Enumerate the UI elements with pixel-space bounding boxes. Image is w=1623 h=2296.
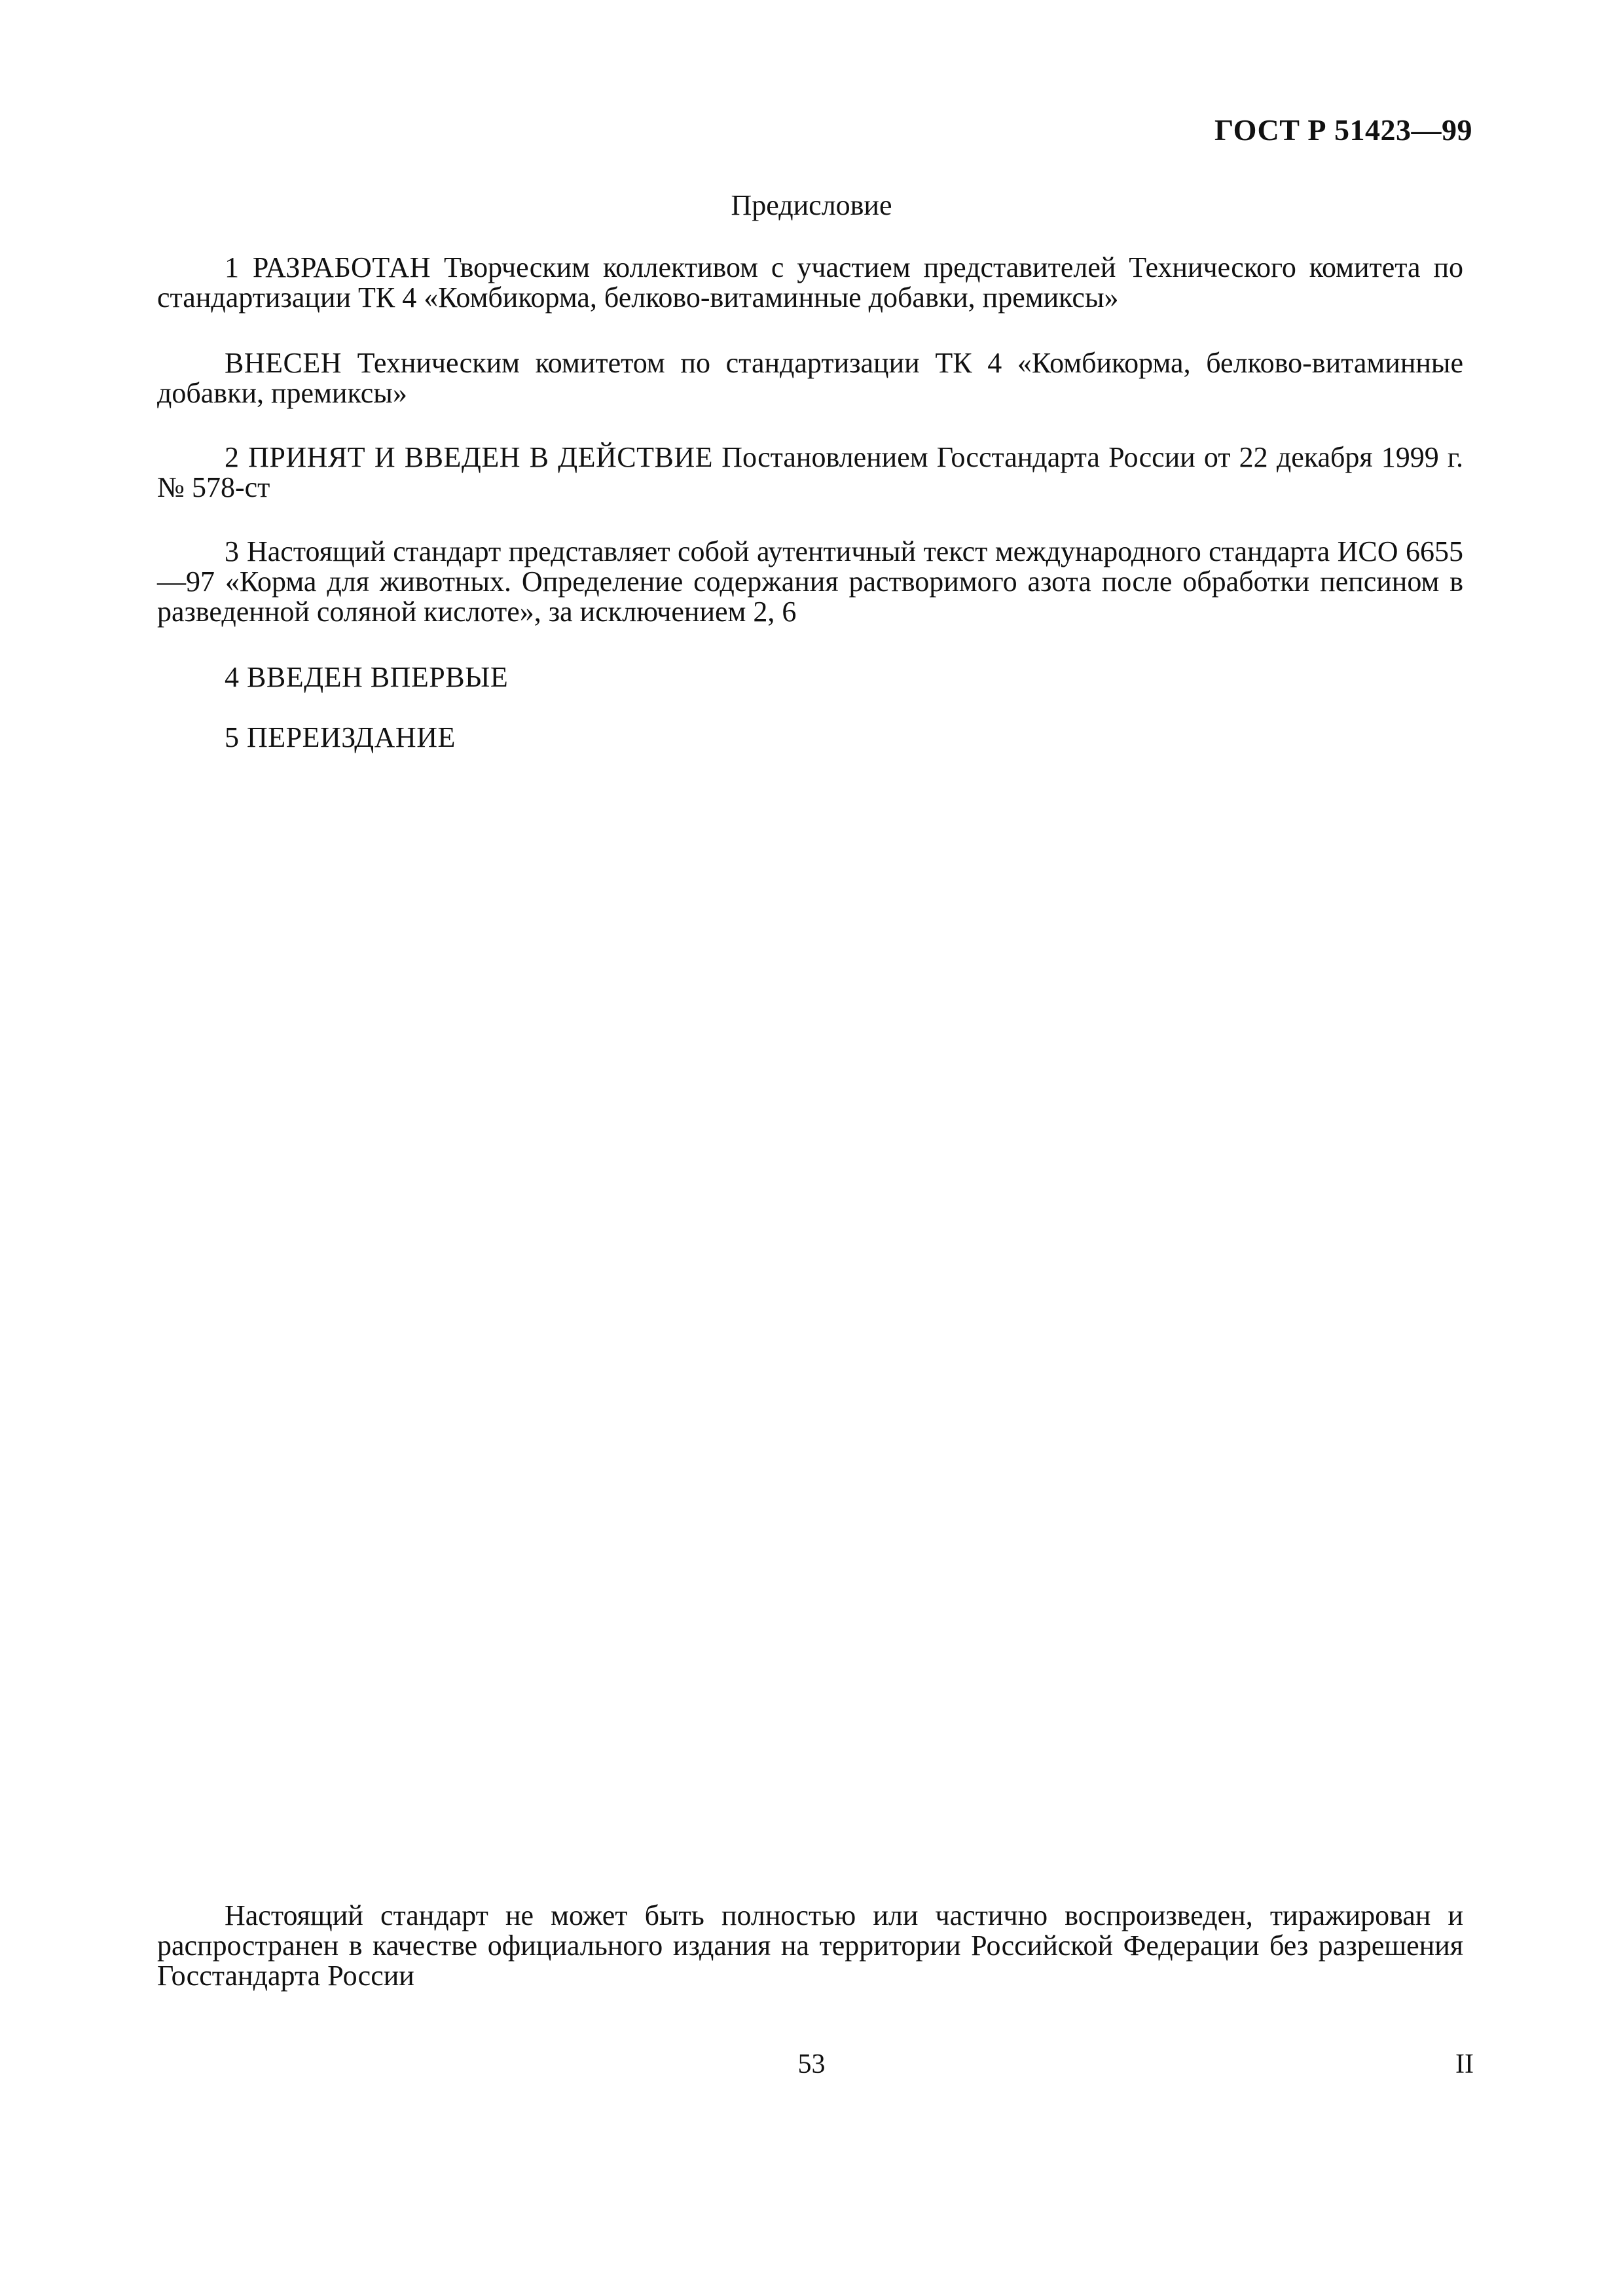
paragraph-text bbox=[157, 662, 1463, 692]
paragraph-body: Постановлением Госстандарта России от 22 декабря 1999 г. № 578-ст bbox=[157, 441, 1463, 503]
paragraph-lead: 4 ВВЕДЕН ВПЕРВЫЕ bbox=[225, 661, 509, 693]
paragraph-lead: 5 ПЕРЕИЗДАНИЕ bbox=[225, 721, 456, 753]
copyright-notice bbox=[157, 1901, 1463, 1991]
paragraph-text bbox=[157, 723, 1463, 753]
document-code: ГОСТ Р 51423—99 bbox=[1214, 113, 1472, 147]
paragraph-adopted bbox=[157, 442, 1463, 503]
paragraph-body: Творческим коллективом с участием представителей Технического комитета по стандартизации ТК 4 «Комбикорма, белково-витаминные добавки, премиксы» bbox=[157, 251, 1463, 314]
paragraph-body: Настоящий стандарт представляет собой аутентичный текст международного стандарта ИСО 6655—97 «Корма для животных. Определение содержания растворимого азота после обработки пепсином в разведенной соляной кислоте», за исключением 2, 6 bbox=[157, 535, 1463, 628]
paragraph-reissue bbox=[157, 723, 1463, 753]
paragraph-text bbox=[157, 537, 1463, 627]
paragraph-text bbox=[157, 348, 1463, 408]
paragraph-authentic-text bbox=[157, 537, 1463, 627]
roman-page-mark: II bbox=[1455, 2049, 1474, 2079]
paragraph-lead: 1 РАЗРАБОТАН bbox=[225, 251, 431, 283]
copyright-notice-text: Настоящий стандарт не может быть полностью или частично воспроизведен, тиражирован и распространен в качестве официального издания на территории Российской Федерации без разрешения Госстандарта России bbox=[157, 1899, 1463, 1992]
page-title: Предисловие bbox=[731, 189, 892, 221]
paragraph-lead: ВНЕСЕН bbox=[225, 347, 342, 379]
paragraph-text bbox=[157, 253, 1463, 313]
paragraph-first-introduced bbox=[157, 662, 1463, 692]
page-number: 53 bbox=[797, 2049, 826, 2079]
paragraph-lead: 3 bbox=[225, 535, 240, 567]
paragraph-text bbox=[157, 442, 1463, 503]
paragraph-developed bbox=[157, 253, 1463, 313]
paragraph-body: Техническим комитетом по стандартизации ТК 4 «Комбикорма, белково-витаминные добавки, премиксы» bbox=[157, 347, 1463, 409]
paragraph-lead: 2 ПРИНЯТ И ВВЕДЕН В ДЕЙСТВИЕ bbox=[225, 441, 714, 473]
paragraph-introduced bbox=[157, 348, 1463, 408]
